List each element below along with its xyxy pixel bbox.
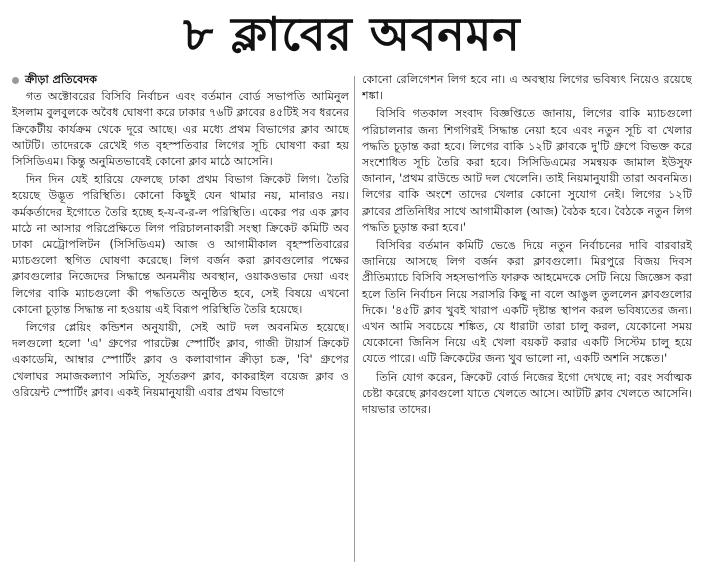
- paragraph: লিগের প্লেয়িং কন্ডিশন অনুযায়ী, সেই আট দল অবনমিত হয়েছে। দলগুলো হলো 'এ' গ্রুপের পারটেক্স স্পোর্টিং ক্লাব, গাজী টায়ার্স ক্রিকেট একাডেমি, আম্বার স্পোর্টিং ক্লাব ও কলাবাগান ক্রীড়া চক্র, 'বি' গ্রুপের খেলাঘর সমাজকল্যাণ সমিতি, সূর্যতরুণ ক্লাব, কাকরাইল বয়েজ ক্লাব ও ওরিয়েন্ট স্পোর্টিং ক্লাব। একই নিয়মানুযায়ী এবার প্রথম বিভাগে: [12, 321, 349, 399]
- headline-text: ৮ ক্লাবের অবনমন: [183, 7, 521, 61]
- article-column-left: [12, 72, 349, 564]
- column-divider: [354, 76, 355, 562]
- paragraph: তিনি যোগ করেন, ক্রিকেট বোর্ড নিজের ইগো দেখছে না; বরং সর্বাত্মক চেষ্টা করেছে ক্লাবগুলো যাতে খেলতে আসে। আটটি ক্লাব খেলতে আসেনি। দায়ভার তাদের।: [362, 370, 692, 417]
- byline-text: ক্রীড়া প্রতিবেদক: [25, 73, 98, 86]
- bullet-dot-icon: [12, 77, 19, 84]
- paragraph: কোনো রেলিগেশন লিগ হবে না। এ অবস্থায় লিগের ভবিষ্যৎ নিয়েও রয়েছে শঙ্কা।: [362, 73, 692, 103]
- byline: [12, 72, 349, 88]
- paragraph: দিন দিন যেই হারিয়ে ফেলছে ঢাকা প্রথম বিভাগ ক্রিকেট লিগ। তৈরি হয়েছে উদ্ভূত পরিস্থিতি। কোনো কিছুই যেন থামার নয়, মানারও নয়। কর্মকর্তাদের ইগোতে তৈরি হচ্ছে হ-য-ব-র-ল পরিস্থিতি। একের পর এক ক্লাব মাঠে না আসার পরিপ্রেক্ষিতে লিগ পরিচালনাকারী সংস্থা ক্রিকেট কমিটি অব ঢাকা মেট্রোপলিটন (সিসিডিএম) আজ ও আগামীকাল বৃহস্পতিবারের ম্যাচগুলো স্থগিত ঘোষণা করেছে। লিগ বর্জন করা ক্লাবগুলোর পক্ষের ক্লাবগুলোর নিজেদের সিদ্ধান্তে অনমনীয় অবস্থান, ওয়াকওভার দেয়া এবং লিগের বাকি ম্যাচগুলো কী পদ্ধতিতে অনুষ্ঠিত হবে, সেই বিষয়ে এখনো কোনো চূড়ান্ত সিদ্ধান্ত না হওয়ায় এই বিরূপ পরিস্থিতি তৈরি হয়েছে।: [12, 173, 349, 316]
- paragraph: গত অক্টোবরের বিসিবি নির্বাচন এবং বর্তমান বোর্ড সভাপতি আমিনুল ইসলাম বুলবুলকে অবৈধ ঘোষণা করে ঢাকার ৭৬টি ক্লাবের ৪৫টিই সব ধরনের ক্রিকেটীয় কার্যক্রম থেকে দূরে আছে। এর মধ্যে প্রথম বিভাগের ক্লাব আছে আটটি। তাদেরকে রেখেই গত বৃহস্পতিবার লিগের সূচি ঘোষণা করা হয় সিসিডিএম। কিন্তু অনুমিতভাবেই কোনো ক্লাব মাঠে আসেনি।: [12, 90, 349, 169]
- headline: [0, 0, 704, 68]
- article-column-right: [362, 72, 692, 564]
- paragraph: বিসিবির বর্তমান কমিটি ভেঙে দিয়ে নতুন নির্বাচনের দাবি বারবারই জানিয়ে আসছে লিগ বর্জন করা ক্লাবগুলো। মিরপুরে বিজয় দিবস প্রীতিম্যাচে বিসিবি সহসভাপতি ফারুক আহমেদকে সেটি নিয়ে জিজ্ঞেস করা হলে তিনি নির্বাচন নিয়ে সরাসরি কিছু না বলে আঙুল তুললেন ক্লাবগুলোর দিকে। '৪৫টি ক্লাব খুবই খারাপ একটি দৃষ্টান্ত স্থাপন করল ভবিষ্যতের জন্য। এখন আমি সবচেয়ে শঙ্কিত, যে ধারাটা তারা চালু করল, যেকোনো সময় যেকোনো জিনিস নিয়ে এই খেলা বয়কট করার একটি সিস্টেম চালু হয়ে যেতে পারে। এটি ক্রিকেটের জন্য খুব ভালো না, একটি অশনি সঙ্কেত।': [362, 239, 692, 366]
- paragraph: বিসিবি গতকাল সংবাদ বিজ্ঞপ্তিতে জানায়, লিগের বাকি ম্যাচগুলো পরিচালনার জন্য শিগগিরই সিদ্ধান্ত নেয়া হবে এবং নতুন সূচি বা খেলার পদ্ধতি চূড়ান্ত করা হবে। লিগের বাকি ১২টি ক্লাবকে দু'টি গ্রুপে বিভক্ত করে সংশোধিত সূচি তৈরি করা হবে। সিসিডিএমের সমন্বয়ক জামাল ইউসুফ জানান, 'প্রথম রাউন্ডে আট দল খেলেনি। তাই নিয়মানুযায়ী তারা অবনমিত। লিগের বাকি অংশে তাদের খেলার কোনো সুযোগ নেই। লিগের ১২টি ক্লাবের প্রতিনিধির সাথে আগামীকাল (আজ) বৈঠক হবে। বৈঠকে নতুন লিগ পদ্ধতি চূড়ান্ত করা হবে।': [362, 107, 692, 234]
